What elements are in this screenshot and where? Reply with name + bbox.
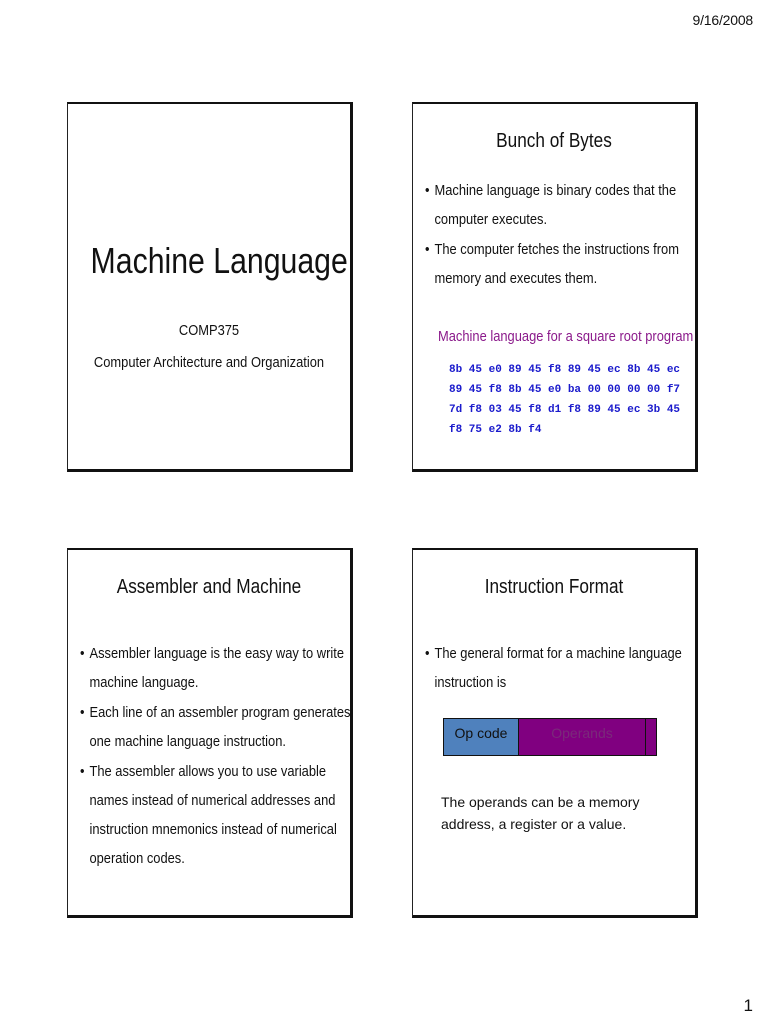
page-date: 9/16/2008 bbox=[692, 12, 753, 28]
code-line: f8 75 e2 8b f4 bbox=[449, 424, 542, 436]
instruction-format-diagram bbox=[443, 718, 657, 756]
code-caption: Machine language for a square root program bbox=[438, 328, 694, 345]
bullet-list bbox=[425, 176, 689, 294]
code-line: 89 45 f8 8b 45 e0 ba 00 00 00 00 f7 bbox=[449, 384, 681, 396]
course-code: COMP375 bbox=[178, 322, 240, 339]
slide-title: Assembler and Machine bbox=[116, 576, 302, 598]
slide-bunch-of-bytes bbox=[412, 102, 698, 472]
operands-field-end bbox=[646, 719, 656, 755]
bullet-item: • The general format for a machine language instruction is bbox=[425, 639, 698, 697]
operands-field: Operands bbox=[519, 719, 646, 755]
code-line: 8b 45 e0 89 45 f8 89 45 ec 8b 45 ec bbox=[449, 364, 681, 376]
slide-assembler-and-machine bbox=[67, 548, 353, 918]
slide-title: Instruction Format bbox=[484, 576, 624, 598]
bullet-list bbox=[425, 639, 689, 698]
code-line: 7d f8 03 45 f8 d1 f8 89 45 ec 3b 45 bbox=[449, 404, 681, 416]
operands-note: The operands can be a memory address, a register or a value. bbox=[441, 794, 640, 832]
slide-title-machine-language bbox=[67, 102, 353, 472]
bullet-item: • Each line of an assembler program generates one machine language instruction. bbox=[80, 698, 353, 756]
slide-title: Bunch of Bytes bbox=[496, 130, 612, 152]
bullet-item: • Machine language is binary codes that the computer executes. bbox=[425, 176, 698, 234]
course-name: Computer Architecture and Organization bbox=[93, 354, 325, 371]
slide-instruction-format bbox=[412, 548, 698, 918]
page-number: 1 bbox=[743, 996, 753, 1015]
bullet-item: • Assembler language is the easy way to write machine language. bbox=[80, 639, 353, 697]
bullet-item: • The computer fetches the instructions from memory and executes them. bbox=[425, 235, 698, 293]
opcode-field: Op code bbox=[444, 719, 519, 755]
machine-code-block bbox=[449, 360, 680, 440]
bullet-item: • The assembler allows you to use variable names instead of numerical addresses and instruction mnemonics instead of numerical operation codes. bbox=[80, 757, 353, 873]
slide-main-title: Machine Language bbox=[90, 240, 348, 281]
bullet-list bbox=[80, 639, 351, 874]
